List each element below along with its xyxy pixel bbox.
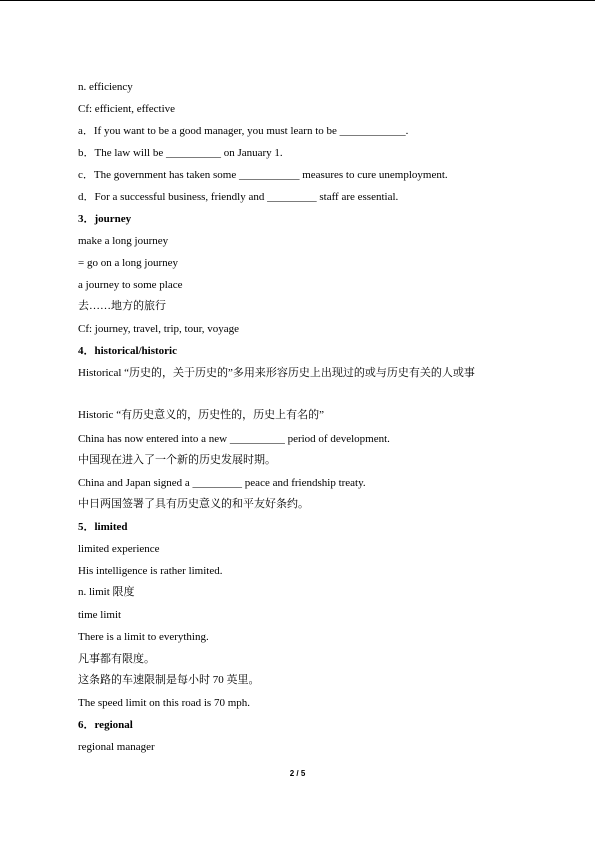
section-heading: 3．journey [78,213,132,225]
text-line: Historic “有历史意义的，历史性的，历史上有名的” [78,409,324,421]
text-line: China and Japan signed a _________ peace and friendship treaty. [78,477,366,489]
text-line: Cf: journey, travel, trip, tour, voyage [78,323,240,335]
text-line: There is a limit to everything. [78,631,209,643]
text-line: make a long journey [78,235,169,247]
text-line: d．For a successful business, friendly and _________ staff are essential. [78,191,399,203]
text-line: a journey to some place [78,279,183,291]
text-line: The speed limit on this road is 70 mph. [78,697,251,709]
top-rule [0,0,595,1]
text-line: = go on a long journey [78,257,178,269]
text-line: n. efficiency [78,81,133,93]
text-line: 这条路的车速限制是每小时 70 英里。 [78,674,260,686]
section-heading: 6．regional [78,719,133,731]
text-line: 中日两国签署了具有历史意义的和平友好条约。 [78,498,309,510]
text-line: a．If you want to be a good manager, you must learn to be ____________. [78,125,409,137]
page-number: 2 / 5 [289,769,306,778]
section-heading: 4．historical/historic [78,345,177,357]
text-line: 中国现在进入了一个新的历史发展时期。 [78,454,276,466]
text-line: c．The government has taken some ___________ measures to cure unemployment. [78,169,448,181]
text-line: China has now entered into a new __________ period of development. [78,433,390,445]
text-line: Cf: efficient, effective [78,103,176,115]
text-line: His intelligence is rather limited. [78,565,223,577]
text-line: b．The law will be __________ on January 1. [78,147,283,159]
text-line: limited experience [78,543,160,555]
text-line: Historical “历史的，关于历史的”多用来形容历史上出现过的或与历史有关的人或事 [78,367,475,379]
text-line: n. limit 限度 [78,586,135,598]
text-line: regional manager [78,741,155,753]
text-line: 去……地方的旅行 [78,300,166,312]
text-line: time limit [78,609,122,621]
text-line: 凡事都有限度。 [78,653,155,665]
section-heading: 5．limited [78,521,128,533]
